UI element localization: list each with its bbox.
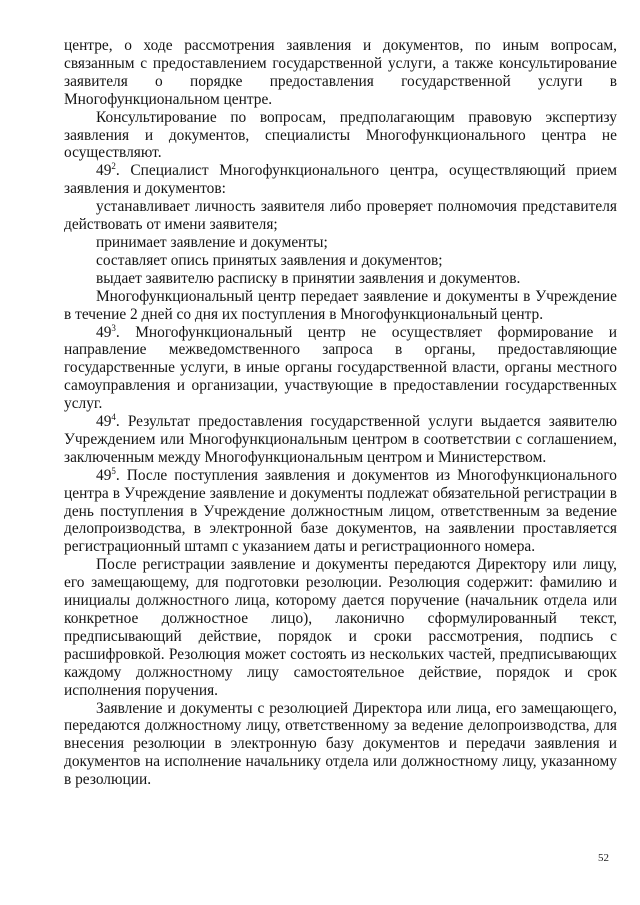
paragraph-transfer: Многофункциональный центр передает заявление и документы в Учреждение в течение 2 дней со дня их поступления в Многофункциональный центр. [64,287,617,323]
clause-superscript: 3 [111,322,116,333]
clause-superscript: 4 [111,412,116,423]
page-number: 52 [598,852,609,864]
paragraph-resolution: После регистрации заявление и документы передаются Директору или лицу, его замещающему, для подготовки резолюции. Резолюция содержит: фамилию и инициалы должностного лица, которому дается поручение (начальник отдела или конкретное должностное лицо), лаконично сформулированный текст, предписывающий действие, порядок и сроки рассмотрения, подпись с расшифровкой. Резолюция может состоять из нескольких частей, предписывающих каждому должностному лицу самостоятельное действие, порядок и срок исполнения поручения. [64,556,617,699]
clause-number: 49 [96,323,112,341]
clause-49-5: $49^5$. После поступления заявления и документов из Многофункционального центра в Учреждение заявление и документы подлежат обязательной регистрации в день поступления в Учреждение должностным лицом, ответственным за ведение делопроизводства, в электронной базе документов, на заявлении проставляется регистрационный штамп с указанием даты и регистрационного номера. [64,465,617,556]
clause-number: 49 [96,413,112,431]
document-body [64,37,617,789]
clause-49-4: $49^4$. Результат предоставления государственной услуги выдается заявителю Учреждением или Многофункциональным центром в соответствии с соглашением, заключенным между Многофункциональным центром и Министерством. [64,412,617,466]
clause-49-2: $49^2$. Специалист Многофункционального центра, осуществляющий прием заявления и документов: [64,161,617,198]
clause-number: 49 [96,466,112,484]
list-item-inventory: составляет опись принятых заявления и документов; [96,251,443,269]
paragraph-consultation: Консультирование по вопросам, предполагающим правовую экспертизу заявления и документов, специалисты Многофункционального центра не осуществляют. [64,108,617,162]
paragraph-continuation: центре, о ходе рассмотрения заявления и документов, по иным вопросам, связанным с предоставлением государственной услуги, а также консультирование заявителя о порядке предоставления государственной услуги в Многофункциональном центре. [64,37,617,108]
clause-49-3: $49^3$. Многофункциональный центр не осуществляет формирование и направление межведомственного запроса в органы, предоставляющие государственные услуги, в иные органы государственной власти, органы местного самоуправления и организации, участвующие в предоставлении государственных услуг. [64,322,617,413]
list-item-accepts: принимает заявление и документы; [96,233,328,251]
clause-superscript: 5 [111,465,116,476]
list-item-receipt: выдает заявителю расписку в принятии заявления и документов. [96,269,521,287]
clause-number: 49 [96,162,112,180]
paragraph-execution: Заявление и документы с резолюцией Директора или лица, его замещающего, передаются должностному лицу, ответственному за ведение делопроизводства, для внесения резолюции в электронную базу документов и передачи заявления и документов на исполнение начальнику отдела или должностному лицу, указанному в резолюции. [64,699,617,789]
clause-superscript: 2 [111,161,116,172]
list-item-identity: устанавливает личность заявителя либо проверяет полномочия представителя действовать от имени заявителя; [64,198,617,234]
